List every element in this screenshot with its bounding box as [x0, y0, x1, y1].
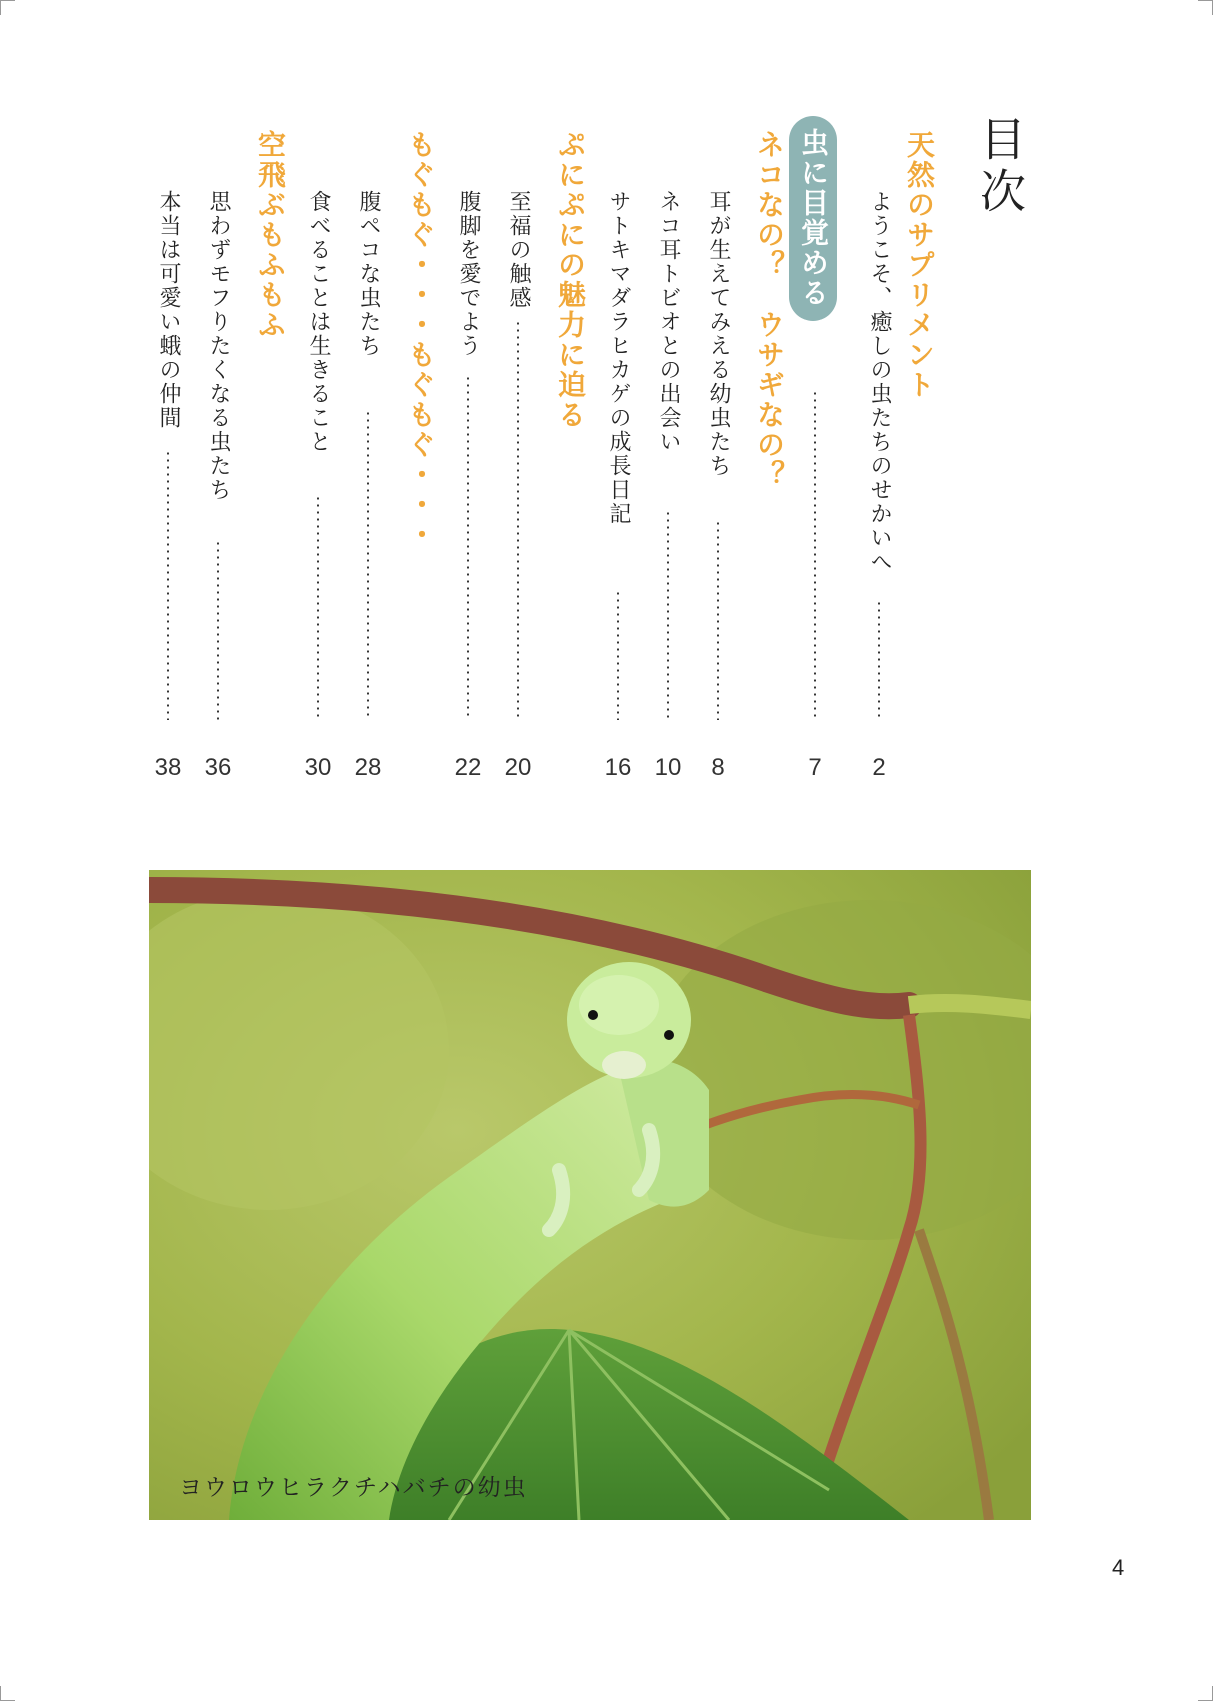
chapter-pill-label[interactable]: 虫に目覚める — [797, 128, 830, 308]
leader-dots — [878, 600, 880, 720]
toc-entry-9[interactable] — [196, 130, 240, 790]
toc-entry-page: 30 — [304, 754, 332, 781]
toc-entry-label: ようこそ、癒しの虫たちのせかいへ — [867, 190, 892, 574]
leader-dots — [814, 390, 816, 720]
toc-entry-label: ネコ耳トビオとの出会い — [656, 190, 681, 454]
page-title: 目次 — [973, 115, 1027, 219]
toc-entry-label: サトキマダラヒカゲの成長日記 — [606, 190, 631, 526]
toc-entry-page: 22 — [454, 754, 482, 781]
toc-entry-label: 食べることは生きること — [306, 190, 331, 454]
toc-section-label: 空飛ぶもふもふ — [254, 130, 287, 340]
toc-section-2 — [747, 130, 791, 790]
toc-entry-6[interactable] — [446, 130, 490, 790]
toc-entry-label: 腹脚を愛でよう — [456, 190, 481, 358]
toc-section-label: ぷにぷにの魅力に迫る — [554, 130, 587, 430]
toc-entry-label: 至福の触感 — [506, 190, 531, 310]
toc-entry-page: 36 — [204, 754, 232, 781]
toc-entry-page: 28 — [354, 754, 382, 781]
toc-section-1 — [897, 130, 941, 790]
leader-dots — [617, 590, 619, 720]
toc-entry-5[interactable] — [496, 130, 540, 790]
leader-dots — [717, 520, 719, 720]
toc-entry-label: 本当は可愛い蛾の仲間 — [156, 190, 181, 430]
toc-entry-8[interactable] — [296, 130, 340, 790]
leader-dots — [517, 320, 519, 720]
toc-entry-label: 耳が生えてみえる幼虫たち — [706, 190, 731, 478]
toc-pill-page: 7 — [808, 754, 822, 781]
crop-mark-top-right — [1198, 0, 1213, 15]
toc-section-3 — [548, 130, 592, 790]
toc-entry-10[interactable] — [146, 130, 190, 790]
toc-entry-page: 38 — [154, 754, 182, 781]
leader-dots — [217, 540, 219, 720]
toc-pill-dots — [793, 130, 837, 790]
leader-dots — [317, 495, 319, 720]
toc-entry-page: 8 — [711, 754, 725, 781]
leader-dots — [467, 375, 469, 720]
toc-entry-page: 16 — [604, 754, 632, 781]
toc-section-label: ネコなの？ ウサギなの？ — [753, 130, 786, 490]
toc-entry-4[interactable] — [596, 130, 640, 790]
toc-section-5 — [248, 130, 292, 790]
toc-section-label: もぐもぐ・・・もぐもぐ・・・ — [404, 130, 437, 550]
toc-entry-label: 思わずモフりたくなる虫たち — [206, 190, 231, 502]
crop-mark-bottom-left — [0, 1686, 15, 1701]
crop-mark-bottom-right — [1198, 1686, 1213, 1701]
toc-section-label: 天然のサプリメント — [903, 130, 936, 400]
toc-entry-2[interactable] — [696, 130, 740, 790]
crop-mark-top-left — [0, 0, 15, 15]
toc-entry-7[interactable] — [346, 130, 390, 790]
caterpillar-illustration — [149, 870, 1031, 1520]
toc-entry-page: 20 — [504, 754, 532, 781]
leader-dots — [667, 510, 669, 720]
photo-caption: ヨウロウヒラクチハバチの幼虫 — [179, 1475, 528, 1501]
toc-entry-label: 腹ペコな虫たち — [356, 190, 381, 358]
caterpillar-photo — [149, 870, 1031, 1520]
toc-entry-page: 2 — [872, 754, 886, 781]
toc-entry-3[interactable] — [646, 130, 690, 790]
leader-dots — [167, 450, 169, 720]
toc-section-4 — [398, 130, 442, 790]
toc-entry-page: 10 — [654, 754, 682, 781]
toc-entry-1[interactable] — [857, 130, 901, 790]
leader-dots — [367, 410, 369, 720]
page-number: 4 — [1112, 1555, 1125, 1580]
